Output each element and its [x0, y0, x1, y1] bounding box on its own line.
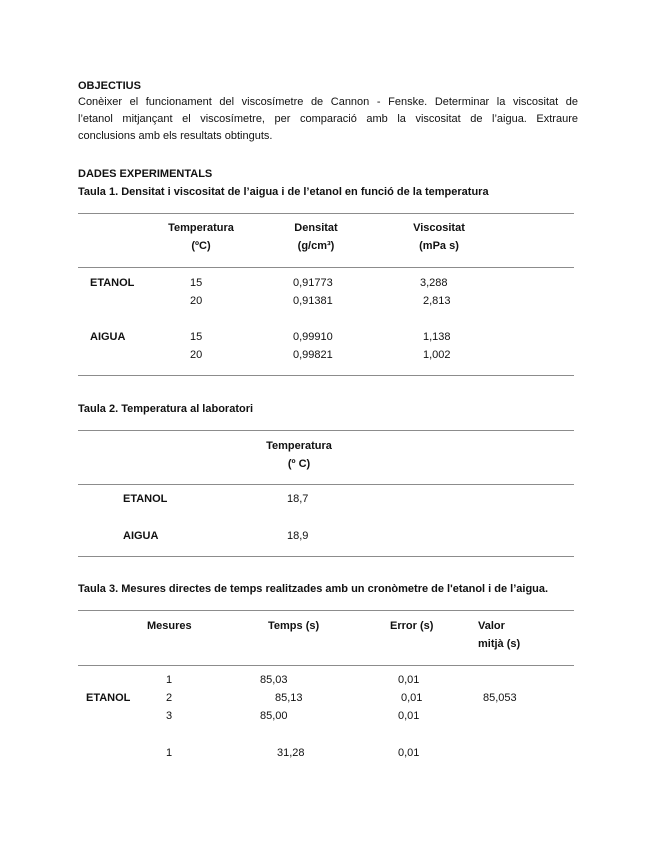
- taula1-header-temp: Temperatura: [168, 222, 234, 234]
- taula3-header-error: Error (s): [390, 620, 434, 632]
- taula3-cell-mean: 85,053: [483, 692, 517, 704]
- taula3-header-mesures: Mesures: [147, 620, 192, 632]
- table-rule: [78, 375, 574, 376]
- taula3-cell-temps: 31,28: [277, 747, 305, 759]
- table-rule: [78, 213, 574, 214]
- taula2-caption: Taula 2. Temperatura al laboratori: [78, 403, 254, 415]
- table-rule: [78, 665, 574, 666]
- taula3-cell-temps: 85,03: [260, 674, 288, 686]
- taula1-header-temp-unit: (ºC): [191, 240, 211, 252]
- taula3-cell-n: 1: [166, 747, 173, 759]
- table-rule: [78, 556, 574, 557]
- table-rule: [78, 267, 574, 268]
- taula3-cell-error: 0,01: [398, 674, 420, 686]
- taula1-cell-temp: 20: [190, 295, 203, 307]
- taula3-cell-error: 0,01: [398, 747, 420, 759]
- objectius-line: conclusions amb els resultats obtinguts.: [78, 130, 273, 142]
- taula1-header-dens-unit: (g/cm³): [297, 240, 335, 252]
- objectius-line: l’etanol mitjançant el viscosímetre, per comparació amb la viscositat de l’aigua. Extraure: [78, 113, 578, 125]
- taula3-row-label: ETANOL: [86, 692, 131, 704]
- taula2-row-label: ETANOL: [123, 493, 168, 505]
- taula1-header-dens: Densitat: [294, 222, 338, 234]
- taula3-header-valor-mitja: mitjà (s): [478, 638, 521, 650]
- table-rule: [78, 430, 574, 431]
- taula2-header-temp: Temperatura: [266, 440, 332, 452]
- taula3-cell-n: 2: [166, 692, 173, 704]
- taula3-cell-temps: 85,13: [275, 692, 303, 704]
- taula1-cell-temp: 20: [190, 349, 203, 361]
- objectius-paragraph: [78, 94, 578, 145]
- table-rule: [78, 484, 574, 485]
- objectius-line: Conèixer el funcionament del viscosímetre de Cannon - Fenske. Determinar la viscositat de: [78, 96, 578, 108]
- taula1-row-label: AIGUA: [90, 331, 126, 343]
- taula1-cell-temp: 15: [190, 277, 203, 289]
- taula1-cell-temp: 15: [190, 331, 203, 343]
- taula2-cell-temp: 18,9: [287, 530, 309, 542]
- taula2-cell-temp: 18,7: [287, 493, 309, 505]
- taula2-row-label: AIGUA: [123, 530, 159, 542]
- taula2-header-temp-unit: (º C): [287, 458, 311, 470]
- taula1-cell-dens: 0,91773: [293, 277, 333, 289]
- taula3-cell-n: 1: [166, 674, 173, 686]
- taula1-cell-dens: 0,99910: [293, 331, 333, 343]
- taula1-cell-dens: 0,91381: [293, 295, 333, 307]
- taula3-cell-n: 3: [166, 710, 173, 722]
- taula3-caption: Taula 3. Mesures directes de temps realitzades amb un cronòmetre de l'etanol i de l’aigua.: [78, 583, 549, 595]
- taula3-cell-error: 0,01: [398, 710, 420, 722]
- taula1-cell-visc: 1,002: [423, 349, 451, 361]
- taula1-caption: Taula 1. Densitat i viscositat de l’aigua i de l’etanol en funció de la temperatura: [78, 186, 489, 198]
- objectius-heading: OBJECTIUS: [78, 80, 141, 92]
- taula1-header-visc-unit: (mPa s): [419, 240, 459, 252]
- taula1-cell-visc: 2,813: [423, 295, 451, 307]
- taula3-header-temps: Temps (s): [268, 620, 320, 632]
- taula1-cell-visc: 3,288: [420, 277, 448, 289]
- table-rule: [78, 610, 574, 611]
- taula1-cell-visc: 1,138: [423, 331, 451, 343]
- taula3-cell-temps: 85,00: [260, 710, 288, 722]
- taula3-header-valor: Valor: [478, 620, 505, 632]
- taula1-header-visc: Viscositat: [413, 222, 465, 234]
- taula3-cell-error: 0,01: [401, 692, 423, 704]
- dades-heading: DADES EXPERIMENTALS: [78, 168, 213, 180]
- taula1-cell-dens: 0,99821: [293, 349, 333, 361]
- taula1-row-label: ETANOL: [90, 277, 135, 289]
